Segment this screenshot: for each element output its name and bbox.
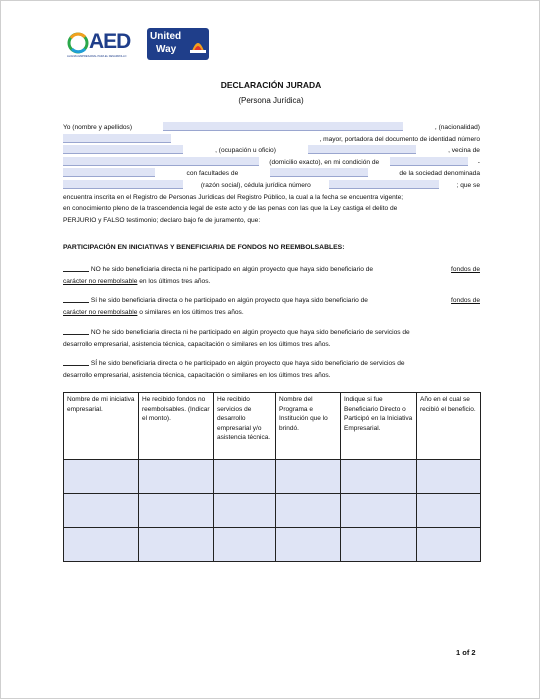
form-line-2: , mayor, portadora del documento de identidad número [63, 134, 480, 146]
united-way-line1: United [150, 31, 182, 42]
aed-mark-icon [67, 32, 91, 54]
header-services-received: He recibido servicios de desarrollo empresarial y/o asistencia técnica. [214, 393, 276, 460]
cell-fill [139, 494, 213, 527]
powers-input[interactable] [270, 168, 368, 177]
table-cell-input[interactable] [417, 460, 481, 494]
table-cell-input[interactable] [276, 528, 341, 562]
benefits-table [63, 392, 481, 562]
option-yes-services-checkbox[interactable] [63, 358, 89, 366]
table-cell-input[interactable] [417, 494, 481, 528]
table-cell-input[interactable] [64, 528, 139, 562]
document-subtitle: (Persona Jurídica) [238, 96, 304, 105]
section-heading: PARTICIPACIÓN EN INICIATIVAS Y BENEFICIARIA DE FONDOS NO REEMBOLSABLES: [63, 244, 345, 251]
company-name-input[interactable] [63, 180, 183, 189]
aed-logo-text: AED [89, 30, 131, 53]
table-cell-input[interactable] [417, 528, 481, 562]
cell-fill [417, 494, 480, 527]
cell-fill [64, 494, 138, 527]
header-beneficiary-type: Indique si fue Beneficiario Directo o Participó en la Iniciativa Empresarial. [341, 393, 417, 460]
table-cell-input[interactable] [139, 528, 214, 562]
nationality-input[interactable] [63, 134, 171, 143]
table-cell-input[interactable] [214, 528, 276, 562]
occupation-input[interactable] [308, 145, 416, 154]
name-input[interactable] [163, 122, 403, 131]
table-row [64, 494, 481, 528]
form-line-5: con facultades de de la sociedad denominada [63, 168, 480, 180]
header-initiative-name: Nombre de mi iniciativa empresarial. [64, 393, 139, 460]
table-body [64, 460, 481, 562]
document-title: DECLARACIÓN JURADA [220, 80, 322, 90]
option-no-funds: NO he sido beneficiaria directa ni he participado en algún proyecto que haya sido beneficiario de fondos de carácter no reembolsable en los últimos tres años. [63, 266, 480, 285]
table-cell-input[interactable] [276, 460, 341, 494]
cell-fill [214, 494, 275, 527]
cell-fill [276, 528, 340, 561]
header-funds-received: He recibido fondos no reembolsables. (Indicar el monto). [139, 393, 214, 460]
form-paragraph [63, 122, 480, 226]
cell-fill [417, 528, 480, 561]
form-line-8: en conocimiento pleno de la trascendencia legal de este acto y de las penas con las que la Ley castiga el delito de [63, 205, 398, 213]
cell-fill [214, 460, 275, 493]
table-cell-input[interactable] [341, 460, 417, 494]
table-cell-input[interactable] [341, 528, 417, 562]
role-input[interactable] [63, 168, 155, 177]
option-no-services-checkbox[interactable] [63, 327, 89, 335]
form-line-4: (domicilio exacto), en mi condición de - [63, 157, 480, 169]
header-year: Año en el cual se recibió el beneficio. [417, 393, 481, 460]
table-cell-input[interactable] [214, 494, 276, 528]
cell-fill [276, 494, 340, 527]
table-cell-input[interactable] [64, 494, 139, 528]
legal-id-input[interactable] [329, 180, 439, 189]
form-line-3: , (ocupación u oficio) , vecina de [63, 145, 480, 157]
cell-fill [139, 528, 213, 561]
aed-logo [67, 30, 147, 60]
header-program-institution: Nombre del Programa e Institución que lo brindó. [276, 393, 341, 460]
option-yes-services: SÍ he sido beneficiaria directa o he participado en algún proyecto que haya sido beneficiario de servicios de desarrollo empresarial, asistencia técnica, capacitación o similares en los últimos tres años. [63, 360, 405, 379]
cell-fill [214, 528, 275, 561]
aed-logo-tagline: ALIANZA EMPRESARIAL PARA EL DESARROLLO [67, 55, 127, 58]
option-yes-funds: Sí he sido beneficiaria directa o he participado en algún proyecto que haya sido beneficiario de fondos de carácter no reembolsable o similares en los últimos tres años. [63, 297, 480, 316]
table-cell-input[interactable] [276, 494, 341, 528]
option-no-funds-checkbox[interactable] [63, 264, 89, 272]
table-cell-input[interactable] [64, 460, 139, 494]
table-cell-input[interactable] [214, 460, 276, 494]
address-input[interactable] [63, 157, 259, 166]
cell-fill [64, 528, 138, 561]
form-line-7: encuentra inscrita en el Registro de Personas Jurídicas del Registro Público, la cual a la fecha se encuentra vigente; [63, 193, 404, 201]
option-yes-funds-checkbox[interactable] [63, 295, 89, 303]
cell-fill [341, 528, 416, 561]
cell-fill [417, 460, 480, 493]
cell-fill [139, 460, 213, 493]
united-way-logo [147, 28, 209, 60]
united-way-line2: Way [156, 44, 177, 55]
table-row [64, 528, 481, 562]
page-number: 1 of 2 [456, 648, 476, 657]
united-way-hand-icon [190, 33, 206, 53]
cell-fill [341, 460, 416, 493]
table-header-row [64, 393, 481, 460]
condition-input[interactable] [390, 157, 468, 166]
cell-fill [276, 460, 340, 493]
table-cell-input[interactable] [341, 494, 417, 528]
form-line-1: Yo (nombre y apellidos) , (nacionalidad) [63, 124, 480, 131]
table-cell-input[interactable] [139, 460, 214, 494]
form-line-9: PERJURIO y FALSO testimonio; declaro bajo fe de juramento, que: [63, 216, 261, 224]
option-no-services: NO he sido beneficiaria directa ni he participado en algún proyecto que haya sido beneficiario de servicios de desarrollo empresarial, asistencia técnica, capacitación o similares en los últimos tres años. [63, 329, 410, 348]
cell-fill [64, 460, 138, 493]
form-line-6: (razón social), cédula jurídica número ; que se [63, 180, 480, 192]
table-cell-input[interactable] [139, 494, 214, 528]
table-row [64, 460, 481, 494]
cell-fill [341, 494, 416, 527]
id-number-input[interactable] [63, 145, 183, 154]
